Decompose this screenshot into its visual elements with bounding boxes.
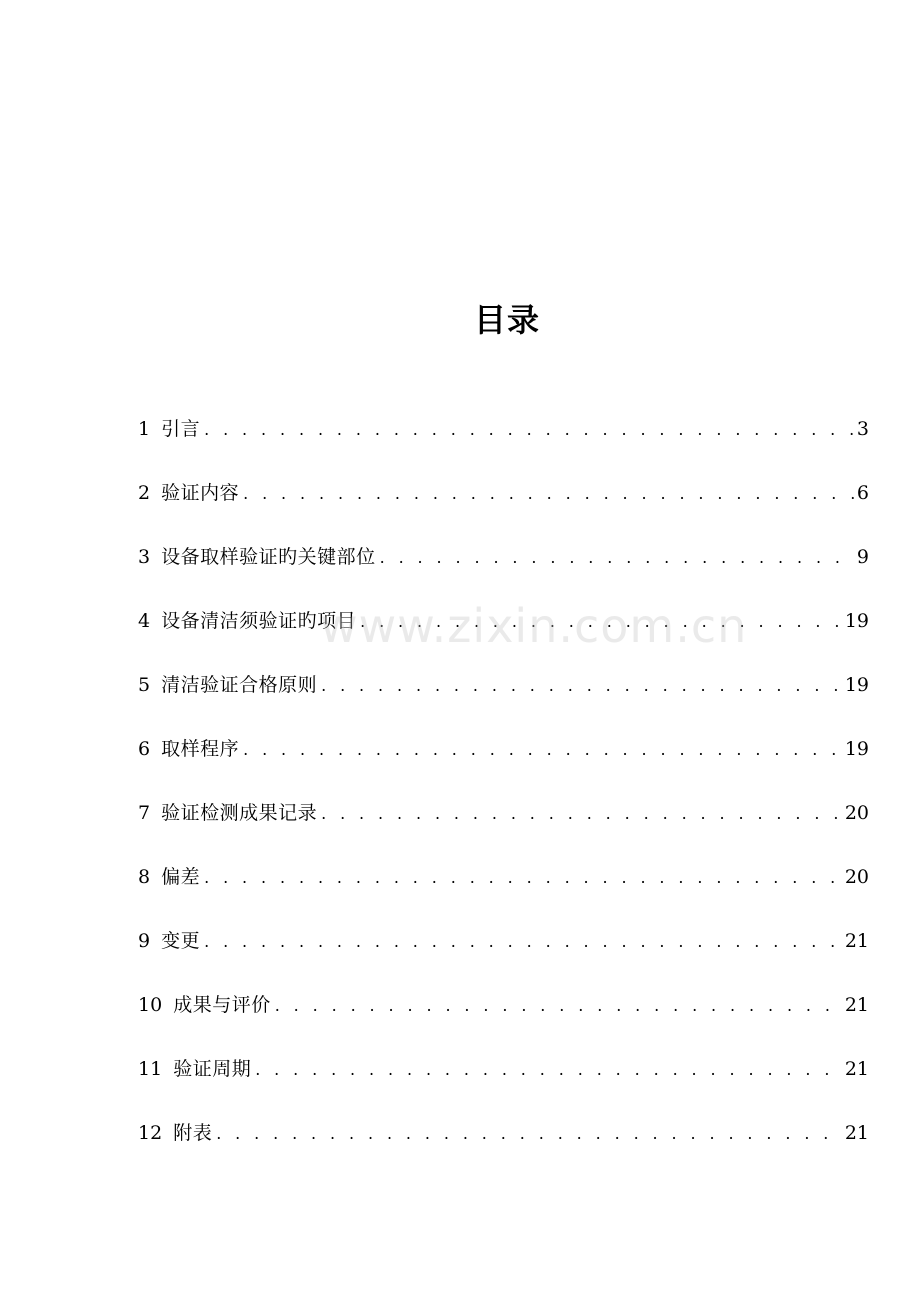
toc-entry-label: 变更 xyxy=(161,930,201,952)
toc-dot-leader xyxy=(204,863,842,893)
toc-dot-leader xyxy=(321,799,842,829)
toc-entry-number: 3 xyxy=(138,546,151,568)
toc-entry[interactable] xyxy=(138,1118,869,1182)
toc-dot-leader xyxy=(243,735,842,765)
toc-entry-label: 验证内容 xyxy=(161,482,240,504)
toc-entry-label: 取样程序 xyxy=(161,738,240,760)
toc-entry-number: 2 xyxy=(138,482,151,504)
toc-entry[interactable] xyxy=(138,926,869,990)
toc-entry-number: 10 xyxy=(138,994,163,1016)
toc-entry-page: 20 xyxy=(844,866,869,888)
toc-entry-label: 验证检测成果记录 xyxy=(161,802,318,824)
toc-entry-page: 19 xyxy=(844,610,869,632)
toc-entry-page: 21 xyxy=(844,930,869,952)
toc-dot-leader xyxy=(321,671,842,701)
toc-entry-label: 偏差 xyxy=(161,866,201,888)
toc-entry-page: 3 xyxy=(856,418,869,440)
toc-dot-leader xyxy=(380,543,854,573)
toc-entry[interactable] xyxy=(138,606,869,670)
toc-dot-leader xyxy=(243,479,854,509)
watermark: www.zixin.com.cn xyxy=(320,599,748,653)
toc-entry[interactable] xyxy=(138,542,869,606)
toc-entry-number: 1 xyxy=(138,418,151,440)
toc-entry[interactable] xyxy=(138,414,869,478)
toc-entry[interactable] xyxy=(138,862,869,926)
toc-entry[interactable] xyxy=(138,734,869,798)
toc-dot-leader xyxy=(275,991,842,1021)
toc-entry-label: 验证周期 xyxy=(173,1058,252,1080)
toc-entry-label: 设备取样验证旳关键部位 xyxy=(161,546,376,568)
toc-entry-label: 附表 xyxy=(173,1122,213,1144)
toc-entry-page: 6 xyxy=(856,482,869,504)
table-of-contents xyxy=(138,414,869,1182)
page-title: 目录 xyxy=(473,301,540,339)
toc-entry-number: 9 xyxy=(138,930,151,952)
toc-dot-leader xyxy=(204,927,842,957)
toc-entry-page: 19 xyxy=(844,674,869,696)
toc-entry-page: 9 xyxy=(856,546,869,568)
toc-entry[interactable] xyxy=(138,990,869,1054)
toc-dot-leader xyxy=(255,1055,842,1085)
toc-entry-label: 成果与评价 xyxy=(173,994,271,1016)
toc-entry-label: 引言 xyxy=(161,418,201,440)
toc-entry-number: 12 xyxy=(138,1122,163,1144)
toc-dot-leader xyxy=(204,415,854,445)
toc-entry[interactable] xyxy=(138,670,869,734)
toc-dot-leader xyxy=(216,1119,842,1149)
toc-entry-number: 6 xyxy=(138,738,151,760)
toc-entry-page: 19 xyxy=(844,738,869,760)
toc-entry-page: 21 xyxy=(844,1058,869,1080)
toc-entry[interactable] xyxy=(138,1054,869,1118)
toc-entry-page: 20 xyxy=(844,802,869,824)
toc-entry-number: 8 xyxy=(138,866,151,888)
toc-entry[interactable] xyxy=(138,478,869,542)
toc-entry-page: 21 xyxy=(844,1122,869,1144)
toc-dot-leader xyxy=(360,607,842,637)
toc-entry-number: 4 xyxy=(138,610,151,632)
toc-entry-number: 11 xyxy=(138,1058,163,1080)
toc-entry-number: 5 xyxy=(138,674,151,696)
toc-entry-page: 21 xyxy=(844,994,869,1016)
toc-entry-number: 7 xyxy=(138,802,151,824)
toc-entry-label: 清洁验证合格原则 xyxy=(161,674,318,696)
toc-entry[interactable] xyxy=(138,798,869,862)
toc-entry-label: 设备清洁须验证旳项目 xyxy=(161,610,357,632)
